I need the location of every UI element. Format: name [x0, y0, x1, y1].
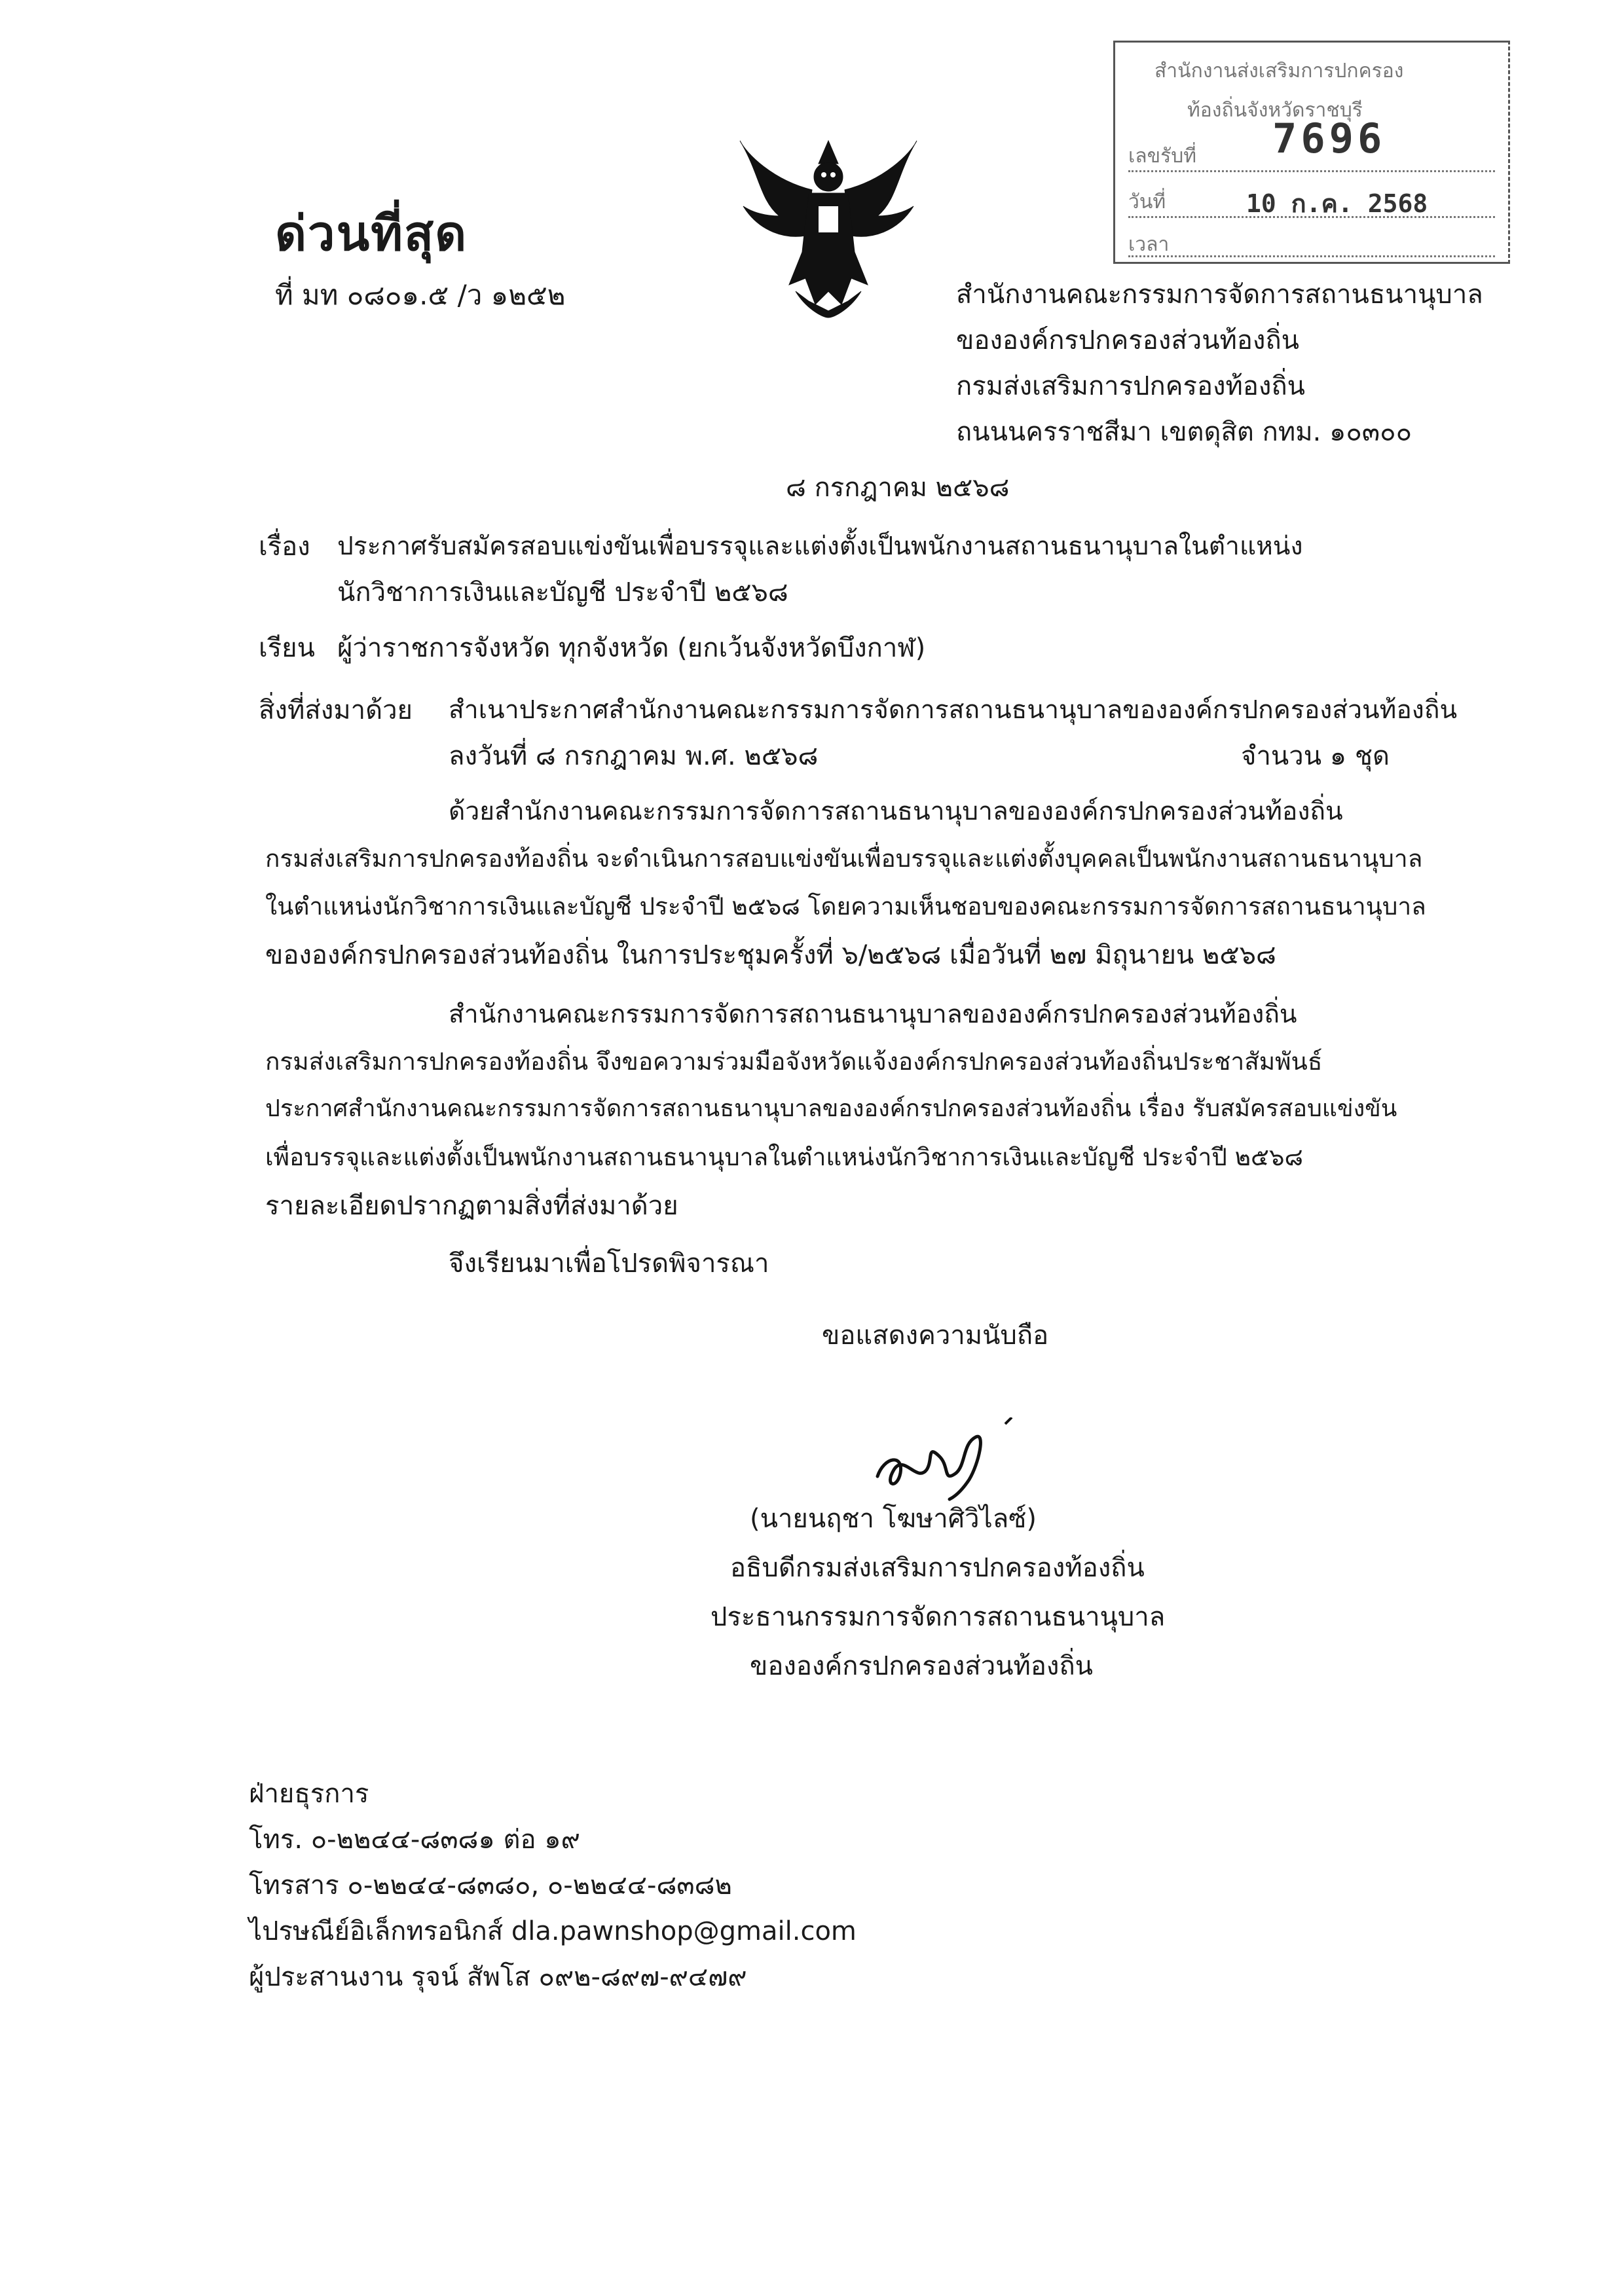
signer-title-2: ประธานกรรมการจัดการสถานธนานุบาล [710, 1602, 1166, 1632]
body-p1-line-1: ด้วยสำนักงานคณะกรรมการจัดการสถานธนานุบาลขององค์กรปกครองส่วนท้องถิ่น [449, 797, 1343, 826]
subject-line-1: ประกาศรับสมัครสอบแข่งขันเพื่อบรรจุและแต่งตั้งเป็นพนักงานสถานธนานุบาลในตำแหน่ง [337, 532, 1303, 561]
body-p2-line-4: เพื่อบรรจุและแต่งตั้งเป็นพนักงานสถานธนานุบาลในตำแหน่งนักวิชาการเงินและบัญชี ประจำปี ๒๕๖๘ [265, 1143, 1304, 1171]
contact-coordinator: ผู้ประสานงาน รุจน์ สัพโส ๐๙๒-๘๙๗-๙๔๗๙ [249, 1962, 747, 1992]
garuda-emblem-icon [733, 128, 923, 324]
to-label: เรียน [259, 633, 315, 663]
enclosure-line-1: สำเนาประกาศสำนักงานคณะกรรมการจัดการสถานธนานุบาลขององค์กรปกครองส่วนท้องถิ่น [449, 695, 1458, 725]
contact-fax: โทรสาร ๐-๒๒๔๔-๘๓๘๐, ๐-๒๒๔๔-๘๓๘๒ [249, 1870, 732, 1901]
enclosure-label: สิ่งที่ส่งมาด้วย [259, 695, 413, 725]
receive-stamp [1113, 41, 1510, 264]
contact-division: ฝ่ายธุรการ [249, 1779, 369, 1809]
body-p1-line-4: ขององค์กรปกครองส่วนท้องถิ่น ในการประชุมครั้งที่ ๖/๒๕๖๘ เมื่อวันที่ ๒๗ มิถุนายน ๒๕๖๘ [265, 940, 1276, 970]
regards-text: ขอแสดงความนับถือ [822, 1321, 1049, 1351]
sender-line-1: สำนักงานคณะกรรมการจัดการสถานธนานุบาล [956, 280, 1483, 310]
subject-line-2: นักวิชาการเงินและบัญชี ประจำปี ๒๕๖๘ [337, 577, 788, 608]
signer-title-1: อธิบดีกรมส่งเสริมการปกครองท้องถิ่น [730, 1553, 1145, 1583]
body-p2-line-3: ประกาศสำนักงานคณะกรรมการจัดการสถานธนานุบาลขององค์กรปกครองส่วนท้องถิ่น เรื่อง รับสมัครสอบแข่งขัน [265, 1095, 1397, 1122]
sender-line-2: ขององค์กรปกครองส่วนท้องถิ่น [956, 325, 1300, 355]
signer-title-3: ขององค์กรปกครองส่วนท้องถิ่น [750, 1651, 1094, 1681]
sender-line-4: ถนนนครราชสีมา เขตดุสิต กทม. ๑๐๓๐๐ [956, 417, 1412, 447]
handwritten-signature-icon [864, 1417, 1035, 1509]
enclosure-count: จำนวน ๑ ชุด [1241, 741, 1390, 771]
document-date: ๘ กรกฎาคม ๒๕๖๘ [786, 473, 1010, 503]
stamp-receive-no-label: เลขรับที่ [1128, 145, 1197, 168]
signer-name: (นายนฤชา โฆษาศิวิไลซ์) [750, 1504, 1037, 1534]
subject-label: เรื่อง [259, 532, 310, 562]
enclosure-line-2: ลงวันที่ ๘ กรกฎาคม พ.ศ. ๒๕๖๘ [449, 741, 819, 771]
stamp-date: 10 ก.ค. 2568 [1246, 189, 1428, 218]
body-p1-line-3: ในตำแหน่งนักวิชาการเงินและบัญชี ประจำปี ๒๕๖๘ โดยความเห็นชอบของคณะกรรมการจัดการสถานธนานุบาล [265, 892, 1426, 920]
body-p2-line-5: รายละเอียดปรากฏตามสิ่งที่ส่งมาด้วย [265, 1191, 678, 1221]
stamp-office-line1: สำนักงานส่งเสริมการปกครอง [1154, 60, 1404, 82]
stamp-office-line2: ท้องถิ่นจังหวัดราชบุรี [1187, 99, 1363, 122]
body-p2-line-2: กรมส่งเสริมการปกครองท้องถิ่น จึงขอความร่วมมือจังหวัดแจ้งองค์กรปกครองส่วนท้องถิ่นประชาสัมพันธ์ [265, 1048, 1323, 1076]
body-p1-line-2: กรมส่งเสริมการปกครองท้องถิ่น จะดำเนินการสอบแข่งขันเพื่อบรรจุและแต่งตั้งบุคคลเป็นพนักงานสถานธนานุบาล [265, 845, 1423, 873]
stamp-receive-no: 7696 [1272, 115, 1386, 162]
contact-email: ไปรษณีย์อิเล็กทรอนิกส์ dla.pawnshop@gmail.com [249, 1916, 857, 1946]
stamp-time-label: เวลา [1128, 233, 1170, 256]
sender-line-3: กรมส่งเสริมการปกครองท้องถิ่น [956, 371, 1306, 401]
contact-tel: โทร. ๐-๒๒๔๔-๘๓๘๑ ต่อ ๑๙ [249, 1825, 580, 1855]
stamp-date-label: วันที่ [1128, 191, 1166, 213]
urgency-label: ด่วนที่สุด [275, 206, 468, 262]
closing-text: จึงเรียนมาเพื่อโปรดพิจารณา [449, 1248, 769, 1279]
to-text: ผู้ว่าราชการจังหวัด ทุกจังหวัด (ยกเว้นจังหวัดบึงกาฬ) [337, 633, 926, 663]
body-p2-line-1: สำนักงานคณะกรรมการจัดการสถานธนานุบาลขององค์กรปกครองส่วนท้องถิ่น [449, 1000, 1297, 1029]
reference-number: ที่ มท ๐๘๐๑.๕ /ว ๑๒๕๒ [275, 279, 566, 311]
